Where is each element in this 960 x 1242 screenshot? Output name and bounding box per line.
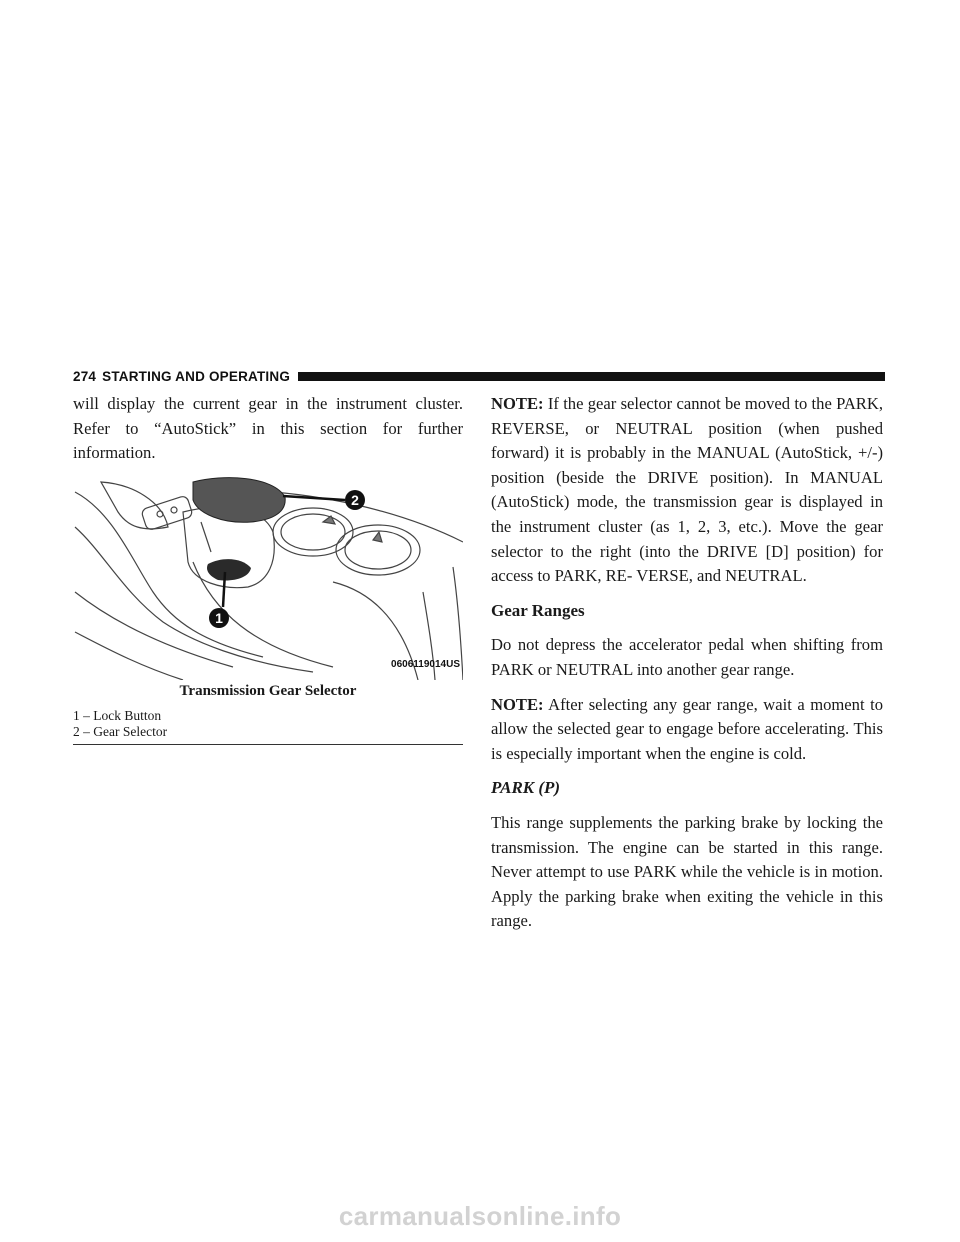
section-title: STARTING AND OPERATING bbox=[102, 368, 291, 384]
heading-gear-ranges: Gear Ranges bbox=[491, 600, 585, 620]
header-rule bbox=[298, 372, 885, 381]
gear-ranges-paragraph: Do not depress the accelerator pedal when shifting from PARK or NEUTRAL into another gear range. bbox=[491, 635, 883, 679]
intro-paragraph: will display the current gear in the instrument cluster. Refer to “AutoStick” in this section for further information. bbox=[73, 394, 463, 463]
note-label: NOTE: bbox=[491, 394, 544, 413]
page-header bbox=[73, 368, 885, 384]
note-label: NOTE: bbox=[491, 694, 544, 714]
note-autostick bbox=[491, 392, 883, 589]
legend-item-gear-selector: 2 – Gear Selector bbox=[73, 723, 168, 739]
figure-code: 0606119014US bbox=[391, 659, 460, 671]
legend-rule bbox=[73, 744, 463, 745]
figure-caption: Transmission Gear Selector bbox=[179, 682, 357, 699]
legend-item-lock-button: 1 – Lock Button bbox=[73, 707, 162, 723]
gear-selector-figure bbox=[73, 472, 463, 680]
right-column bbox=[491, 392, 883, 944]
watermark: carmanualsonline.info bbox=[338, 1201, 622, 1231]
heading-park: PARK (P) bbox=[491, 778, 561, 798]
figure-legend bbox=[73, 708, 463, 740]
left-column bbox=[73, 392, 463, 745]
note-text: After selecting any gear range, wait a moment to allow the selected gear to engage before accelerating. This is especially important when the engine is cold. bbox=[491, 694, 883, 763]
note-text: If the gear selector cannot be moved to the PARK, REVERSE, or NEUTRAL position (when pushed forward) it is probably in the MANUAL (AutoStick, +/-) position (beside the DRIVE position). In MANUAL (AutoStick) mode, the transmission gear is displayed in the instrument cluster (as 1, 2, 3, etc.). Move the gear selector to the right (into the DRIVE [D] position) for access to PARK, RE- VERSE, and NEUTRAL. bbox=[491, 394, 884, 586]
gear-selector-illustration bbox=[73, 472, 463, 680]
callout-1-label: 1 bbox=[215, 609, 223, 626]
note-gear-engage bbox=[491, 693, 883, 767]
callout-2-label: 2 bbox=[351, 491, 359, 508]
page-number: 274 bbox=[73, 368, 97, 384]
park-paragraph: This range supplements the parking brake by locking the transmission. The engine can be started in this range. Never attempt to use PARK while the vehicle is in motion. Apply the parking brake when exiting the vehicle in this range. bbox=[491, 812, 883, 931]
